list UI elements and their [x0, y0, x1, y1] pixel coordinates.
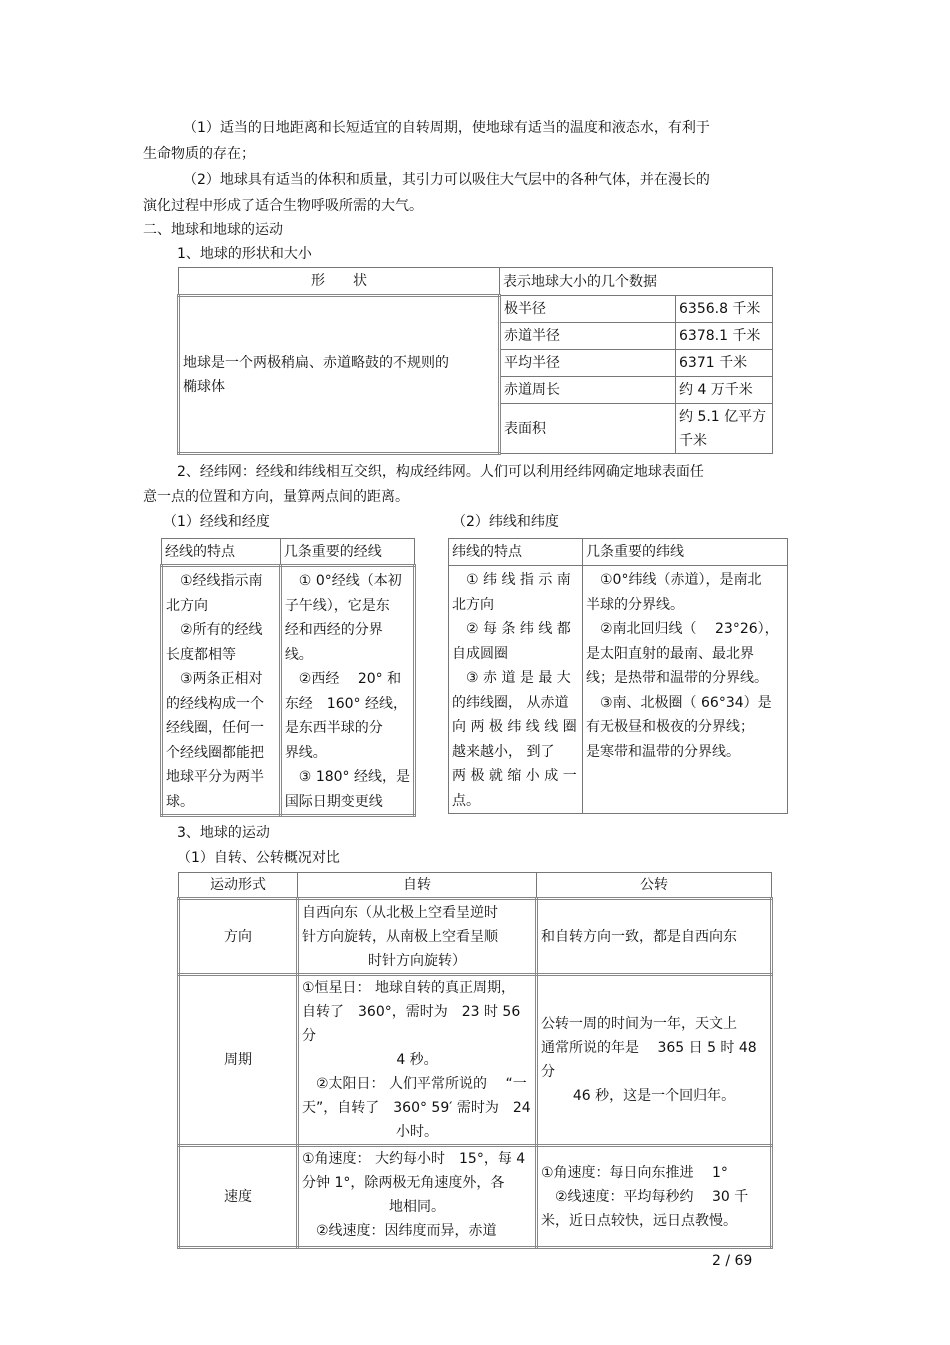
row-value: 6378.1 千米 [676, 323, 773, 350]
text-line: 半球的分界线。 [586, 596, 684, 613]
header-size-data: 表示地球大小的几个数据 [500, 268, 773, 296]
text-line: ③两条正相对 [166, 671, 263, 687]
header-rotation: 自转 [298, 873, 537, 899]
text-line: 小时。 [396, 1124, 438, 1140]
text-line: 针方向旋转，从南极上空看呈顺 [302, 928, 498, 945]
row-value-line2: 千米 [679, 432, 707, 449]
text-line: 自转了 360°，需时为 23 时 56 分 [302, 1004, 521, 1044]
text-line: ③ 180° 经线，是 [284, 769, 410, 785]
text-line: ②太阳日： 人们平常所说的 “一 [302, 1076, 527, 1092]
text-line: 4 秒。 [396, 1052, 438, 1068]
text-line: 向 两 极 纬 线 线 圈 [452, 719, 577, 735]
text-line: ②线速度：因纬度而异，赤道 [302, 1223, 497, 1239]
text-line: ③ 赤 道 是 最 大 [452, 670, 571, 686]
row-direction-rotation [298, 899, 537, 975]
parallel-table [448, 538, 788, 814]
text-line: ①角速度：每日向东推进 1° [541, 1164, 728, 1181]
parallel-important-cell [583, 566, 788, 814]
text-line: 的纬线圈， 从赤道 [452, 694, 569, 711]
text-line: 线。 [284, 646, 313, 663]
parallel-features-cell [449, 566, 583, 814]
text-line: ②西经 20° 和 [284, 671, 402, 687]
intro-p1-line1: （1）适当的日地距离和长短适宜的自转周期，使地球有适当的温度和液态水，有利于 [183, 120, 710, 136]
text-line: 自成圆圈 [452, 645, 508, 662]
text-line: 越来越小， 到了 [452, 743, 555, 760]
motion-heading: 3、地球的运动 [177, 825, 270, 841]
meridian-important-cell [280, 566, 414, 816]
text-line: 北方向 [452, 596, 494, 613]
text-line: 东经 160° 经线， [284, 695, 407, 712]
row-label: 极半径 [500, 296, 676, 323]
parallel-header-important: 几条重要的纬线 [583, 539, 788, 566]
text-line: ③南、北极圈（ 66°34）是 [586, 694, 772, 711]
header-revolution: 公转 [537, 873, 772, 899]
text-line: ①角速度： 大约每小时 15°，每 4 [302, 1151, 526, 1167]
earth-size-table [177, 267, 773, 455]
row-period-label: 周期 [179, 975, 298, 1146]
row-value: 约 4 万千米 [676, 377, 773, 404]
row-label: 赤道周长 [500, 377, 676, 404]
row-period-revolution [537, 975, 772, 1146]
text-line: ② 每 条 纬 线 都 [452, 621, 571, 637]
text-line: 是东西半球的分 [284, 720, 383, 736]
row-speed-label: 速度 [179, 1146, 298, 1248]
text-line: 子午线），它是东 [284, 597, 390, 614]
text-line: 经和西经的分界 [284, 622, 383, 638]
parallel-header-features: 纬线的特点 [449, 539, 583, 566]
text-line: 的经线构成一个 [166, 695, 264, 712]
text-line: 长度都相等 [166, 646, 236, 663]
text-line: 点。 [452, 792, 480, 809]
text-line: 地球平分为两半 [166, 769, 264, 785]
page-number: 2 / 69 [712, 1253, 753, 1269]
grid-line2: 意一点的位置和方向，量算两点间的距离。 [143, 489, 409, 505]
text-line: 有无极昼和极夜的分界线； [586, 719, 754, 735]
motion-subheading: （1）自转、公转概况对比 [177, 850, 340, 866]
subsection-shape-size: 1、地球的形状和大小 [177, 246, 312, 262]
text-line: ①恒星日： 地球自转的真正周期， [302, 980, 516, 996]
meridian-header-important: 几条重要的经线 [280, 539, 414, 566]
shape-description [179, 296, 500, 454]
shape-line2: 椭球体 [183, 378, 225, 395]
row-value-line1: 约 5.1 亿平方 [679, 408, 767, 425]
text-line: 是寒带和温带的分界线。 [586, 743, 740, 760]
text-line: ①经线指示南 [166, 573, 263, 589]
text-line: ① 纬 线 指 示 南 [452, 572, 571, 588]
header-shape: 形 状 [179, 268, 500, 296]
shape-line1: 地球是一个两极稍扁、赤道略鼓的不规则的 [183, 354, 449, 371]
text-line: 时针方向旋转） [368, 952, 466, 969]
row-direction-label: 方向 [179, 899, 298, 975]
text-line: 米，近日点较快，远日点教慢。 [541, 1212, 737, 1229]
text-line: ①0°纬线（赤道），是南北 [586, 572, 762, 588]
text-line: 天”，自转了 360° 59′ 需时为 24 [302, 1100, 531, 1116]
text-line: ②南北回归线（ 23°26）， [586, 621, 779, 637]
row-period-rotation [298, 975, 537, 1146]
intro-p2-line2: 演化过程中形成了适合生物呼吸所需的大气。 [143, 198, 423, 214]
row-label: 平均半径 [500, 350, 676, 377]
text-line: 是太阳直射的最南、最北界 [586, 645, 754, 662]
meridian-features-cell [162, 566, 281, 816]
text-line: 通常所说的年是 365 日 5 时 48 分 [541, 1040, 757, 1080]
intro-p2-line1: （2）地球具有适当的体积和质量，其引力可以吸住大气层中的各种气体，并在漫长的 [183, 172, 710, 188]
meridian-header-features: 经线的特点 [162, 539, 281, 566]
row-value: 6371 千米 [676, 350, 773, 377]
parallel-title: （2）纬线和纬度 [452, 514, 559, 530]
text-line: 46 秒，这是一个回归年。 [572, 1088, 736, 1104]
text-line: 北方向 [166, 597, 208, 614]
text-line: 线；是热带和温带的分界线。 [586, 670, 768, 686]
grid-line1: 2、经纬网：经线和纬线相互交织，构成经纬网。人们可以利用经纬网确定地球表面任 [177, 464, 704, 480]
text-line: 自西向东（从北极上空看呈逆时 [302, 904, 498, 921]
text-line: 两 极 就 缩 小 成 一 [452, 768, 577, 784]
text-line: 国际日期变更线 [284, 793, 383, 810]
text-line: ① 0°经线（本初 [284, 573, 402, 589]
row-direction-revolution: 和自转方向一致，都是自西向东 [537, 899, 772, 975]
row-value: 6356.8 千米 [676, 296, 773, 323]
meridian-table [160, 538, 416, 817]
text-line: 个经线圈都能把 [166, 744, 264, 761]
text-line: 地相同。 [389, 1199, 445, 1215]
row-value [676, 404, 773, 454]
text-line: 公转一周的时间为一年，天文上 [541, 1016, 737, 1032]
row-label: 表面积 [500, 404, 676, 454]
text-line: 球。 [166, 793, 194, 810]
text-line: ②所有的经线 [166, 622, 263, 638]
row-speed-revolution [537, 1146, 772, 1248]
section-heading: 二、地球和地球的运动 [143, 222, 283, 238]
row-label: 赤道半径 [500, 323, 676, 350]
text-line: ②线速度：平均每秒约 30 千 [541, 1188, 749, 1205]
meridian-title: （1）经线和经度 [163, 514, 270, 530]
row-speed-rotation [298, 1146, 537, 1248]
text-line: 经线圈，任何一 [166, 720, 264, 736]
text-line: 分钟 1°，除两极无角速度外，各 [302, 1175, 505, 1191]
text-line: 界线。 [284, 744, 327, 761]
header-motion-form: 运动形式 [179, 873, 298, 899]
intro-p1-line2: 生命物质的存在； [143, 146, 255, 162]
motion-table [177, 872, 773, 1249]
